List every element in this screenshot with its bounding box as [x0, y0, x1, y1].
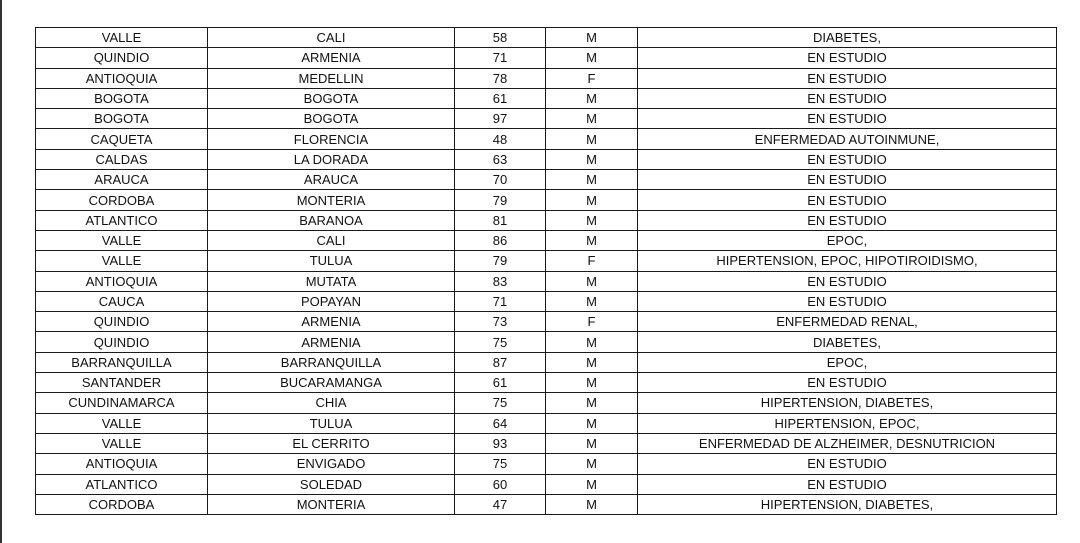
city-cell: TULUA	[208, 413, 455, 433]
sex-cell: M	[546, 291, 638, 311]
condition-cell: EN ESTUDIO	[638, 190, 1057, 210]
age-cell: 70	[455, 170, 546, 190]
sex-cell: M	[546, 230, 638, 250]
sex-cell: M	[546, 332, 638, 352]
city-cell: MUTATA	[208, 271, 455, 291]
age-cell: 83	[455, 271, 546, 291]
city-cell: ARMENIA	[208, 332, 455, 352]
city-cell: ENVIGADO	[208, 454, 455, 474]
department-cell: CORDOBA	[36, 190, 208, 210]
age-cell: 81	[455, 210, 546, 230]
department-cell: BOGOTA	[36, 109, 208, 129]
department-cell: ARAUCA	[36, 170, 208, 190]
table-row	[36, 271, 1057, 291]
age-cell: 61	[455, 373, 546, 393]
condition-cell: DIABETES,	[638, 332, 1057, 352]
department-cell: CALDAS	[36, 149, 208, 169]
city-cell: BARRANQUILLA	[208, 352, 455, 372]
age-cell: 86	[455, 230, 546, 250]
table-row	[36, 373, 1057, 393]
condition-cell: EN ESTUDIO	[638, 88, 1057, 108]
table-row	[36, 332, 1057, 352]
sex-cell: F	[546, 251, 638, 271]
age-cell: 97	[455, 109, 546, 129]
city-cell: MONTERIA	[208, 190, 455, 210]
age-cell: 71	[455, 291, 546, 311]
condition-cell: EN ESTUDIO	[638, 271, 1057, 291]
table-row	[36, 109, 1057, 129]
department-cell: QUINDIO	[36, 332, 208, 352]
sex-cell: M	[546, 48, 638, 68]
condition-cell: ENFERMEDAD DE ALZHEIMER, DESNUTRICION	[638, 433, 1057, 453]
table-row	[36, 129, 1057, 149]
age-cell: 58	[455, 28, 546, 48]
age-cell: 75	[455, 454, 546, 474]
sex-cell: M	[546, 433, 638, 453]
condition-cell: EN ESTUDIO	[638, 291, 1057, 311]
department-cell: ATLANTICO	[36, 474, 208, 494]
city-cell: POPAYAN	[208, 291, 455, 311]
table-row	[36, 352, 1057, 372]
city-cell: FLORENCIA	[208, 129, 455, 149]
table-row	[36, 474, 1057, 494]
city-cell: MONTERIA	[208, 494, 455, 514]
records-table	[35, 27, 1057, 515]
table-row	[36, 170, 1057, 190]
age-cell: 64	[455, 413, 546, 433]
table-row	[36, 454, 1057, 474]
condition-cell: EN ESTUDIO	[638, 210, 1057, 230]
age-cell: 79	[455, 251, 546, 271]
age-cell: 47	[455, 494, 546, 514]
table-row	[36, 28, 1057, 48]
city-cell: BOGOTA	[208, 88, 455, 108]
table-row	[36, 393, 1057, 413]
department-cell: ANTIOQUIA	[36, 271, 208, 291]
table-row	[36, 433, 1057, 453]
table-row	[36, 494, 1057, 514]
condition-cell: EPOC,	[638, 230, 1057, 250]
department-cell: ANTIOQUIA	[36, 454, 208, 474]
sex-cell: F	[546, 68, 638, 88]
table-row	[36, 230, 1057, 250]
sex-cell: M	[546, 373, 638, 393]
condition-cell: EN ESTUDIO	[638, 48, 1057, 68]
age-cell: 63	[455, 149, 546, 169]
department-cell: CORDOBA	[36, 494, 208, 514]
sex-cell: M	[546, 271, 638, 291]
condition-cell: EN ESTUDIO	[638, 68, 1057, 88]
department-cell: QUINDIO	[36, 312, 208, 332]
age-cell: 48	[455, 129, 546, 149]
sex-cell: M	[546, 413, 638, 433]
table-row	[36, 149, 1057, 169]
condition-cell: HIPERTENSION, EPOC, HIPOTIROIDISMO,	[638, 251, 1057, 271]
department-cell: VALLE	[36, 413, 208, 433]
department-cell: BOGOTA	[36, 88, 208, 108]
sex-cell: M	[546, 393, 638, 413]
sex-cell: M	[546, 129, 638, 149]
department-cell: SANTANDER	[36, 373, 208, 393]
table-row	[36, 210, 1057, 230]
city-cell: BUCARAMANGA	[208, 373, 455, 393]
condition-cell: EN ESTUDIO	[638, 474, 1057, 494]
city-cell: MEDELLIN	[208, 68, 455, 88]
table-row	[36, 312, 1057, 332]
table-row	[36, 190, 1057, 210]
condition-cell: HIPERTENSION, DIABETES,	[638, 393, 1057, 413]
condition-cell: HIPERTENSION, EPOC,	[638, 413, 1057, 433]
condition-cell: EN ESTUDIO	[638, 170, 1057, 190]
table-row	[36, 48, 1057, 68]
records-table-body	[36, 28, 1057, 515]
table-row	[36, 68, 1057, 88]
age-cell: 73	[455, 312, 546, 332]
department-cell: VALLE	[36, 230, 208, 250]
department-cell: ANTIOQUIA	[36, 68, 208, 88]
condition-cell: EN ESTUDIO	[638, 149, 1057, 169]
age-cell: 78	[455, 68, 546, 88]
age-cell: 60	[455, 474, 546, 494]
sex-cell: M	[546, 149, 638, 169]
department-cell: CUNDINAMARCA	[36, 393, 208, 413]
department-cell: CAQUETA	[36, 129, 208, 149]
sex-cell: M	[546, 352, 638, 372]
condition-cell: HIPERTENSION, DIABETES,	[638, 494, 1057, 514]
sex-cell: M	[546, 474, 638, 494]
department-cell: CAUCA	[36, 291, 208, 311]
age-cell: 71	[455, 48, 546, 68]
sex-cell: M	[546, 88, 638, 108]
sex-cell: M	[546, 170, 638, 190]
sex-cell: M	[546, 190, 638, 210]
condition-cell: EN ESTUDIO	[638, 109, 1057, 129]
condition-cell: EPOC,	[638, 352, 1057, 372]
page-edge-rule	[0, 0, 2, 543]
age-cell: 93	[455, 433, 546, 453]
condition-cell: ENFERMEDAD RENAL,	[638, 312, 1057, 332]
sex-cell: M	[546, 28, 638, 48]
city-cell: CHIA	[208, 393, 455, 413]
sex-cell: M	[546, 454, 638, 474]
city-cell: ARAUCA	[208, 170, 455, 190]
city-cell: BOGOTA	[208, 109, 455, 129]
department-cell: ATLANTICO	[36, 210, 208, 230]
sex-cell: F	[546, 312, 638, 332]
table-row	[36, 413, 1057, 433]
table-row	[36, 251, 1057, 271]
condition-cell: EN ESTUDIO	[638, 454, 1057, 474]
city-cell: ARMENIA	[208, 312, 455, 332]
city-cell: CALI	[208, 230, 455, 250]
city-cell: ARMENIA	[208, 48, 455, 68]
city-cell: LA DORADA	[208, 149, 455, 169]
city-cell: TULUA	[208, 251, 455, 271]
city-cell: CALI	[208, 28, 455, 48]
document-page	[35, 27, 1057, 515]
department-cell: VALLE	[36, 433, 208, 453]
city-cell: EL CERRITO	[208, 433, 455, 453]
age-cell: 87	[455, 352, 546, 372]
table-row	[36, 291, 1057, 311]
table-row	[36, 88, 1057, 108]
age-cell: 61	[455, 88, 546, 108]
age-cell: 75	[455, 332, 546, 352]
city-cell: BARANOA	[208, 210, 455, 230]
condition-cell: EN ESTUDIO	[638, 373, 1057, 393]
sex-cell: M	[546, 210, 638, 230]
condition-cell: DIABETES,	[638, 28, 1057, 48]
department-cell: VALLE	[36, 28, 208, 48]
age-cell: 75	[455, 393, 546, 413]
department-cell: BARRANQUILLA	[36, 352, 208, 372]
department-cell: QUINDIO	[36, 48, 208, 68]
sex-cell: M	[546, 494, 638, 514]
department-cell: VALLE	[36, 251, 208, 271]
sex-cell: M	[546, 109, 638, 129]
city-cell: SOLEDAD	[208, 474, 455, 494]
condition-cell: ENFERMEDAD AUTOINMUNE,	[638, 129, 1057, 149]
age-cell: 79	[455, 190, 546, 210]
